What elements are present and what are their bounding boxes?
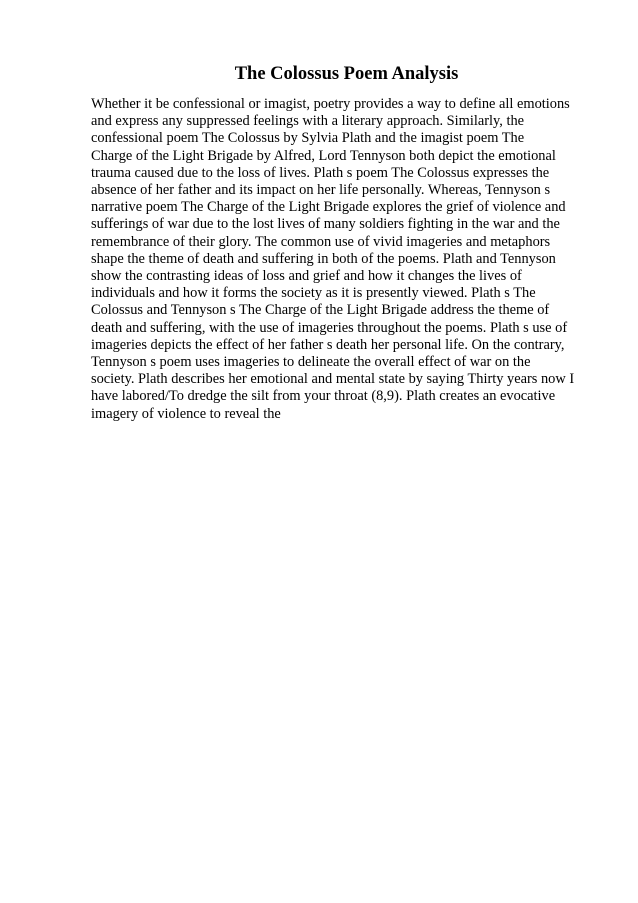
paragraph-line: show the contrasting ideas of loss and grief and how it changes the lives of (91, 268, 522, 285)
paragraph-line: and express any suppressed feelings with a literary approach. Similarly, the (91, 113, 525, 130)
paragraph-line: Whether it be confessional or imagist, poetry provides a way to define all emotions (91, 96, 570, 112)
paragraph-line: society. Plath describes her emotional and mental state by saying Thirty years now I (91, 371, 575, 388)
paragraph-line: narrative poem The Charge of the Light Brigade explores the grief of violence and (91, 199, 566, 216)
paragraph-line: absence of her father and its impact on her life personally. Whereas, Tennyson s (91, 182, 551, 199)
paragraph-line: individuals and how it forms the society as it is presently viewed. Plath s The (91, 285, 536, 302)
document-title: The Colossus Poem Analysis (234, 64, 459, 84)
paragraph-line: Colossus and Tennyson s The Charge of the Light Brigade address the theme of (91, 302, 550, 319)
paragraph-line: sufferings of war due to the lost lives of many soldiers fighting in the war and the (91, 216, 560, 233)
essay-paragraph (91, 96, 588, 423)
paragraph-line: Charge of the Light Brigade by Alfred, Lord Tennyson both depict the emotional (91, 147, 556, 164)
paragraph-line: remembrance of their glory. The common use of vivid imageries and metaphors (91, 233, 551, 250)
paragraph-line: confessional poem The Colossus by Sylvia Plath and the imagist poem The (91, 130, 525, 147)
paragraph-line: death and suffering, with the use of imageries throughout the poems. Plath s use of (91, 319, 568, 336)
paragraph-line: trauma caused due to the loss of lives. Plath s poem The Colossus expresses the (91, 164, 550, 181)
paragraph-line: have labored/To dredge the silt from your throat (8,9). Plath creates an evocative (91, 388, 556, 405)
paragraph-line: shape the theme of death and suffering in both of the poems. Plath and Tennyson (91, 250, 556, 267)
paragraph-line: imagery of violence to reveal the (91, 405, 281, 422)
paragraph-line: Tennyson s poem uses imageries to delineate the overall effect of war on the (91, 354, 531, 371)
paragraph-line: imageries depicts the effect of her father s death her personal life. On the contrary, (91, 336, 565, 353)
